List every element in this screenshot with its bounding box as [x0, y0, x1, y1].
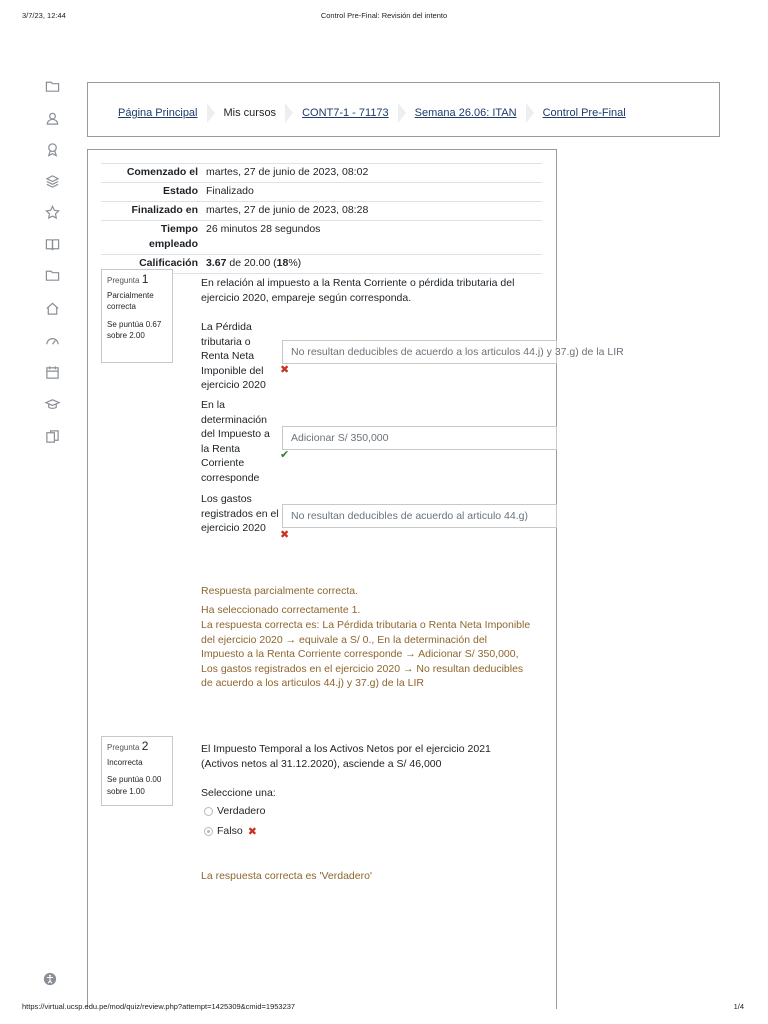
attempt-summary-table	[101, 163, 542, 274]
summary-value: martes, 27 de junio de 2023, 08:28	[206, 204, 369, 216]
breadcrumb-quiz-link[interactable]: Control Pre-Final	[542, 107, 626, 119]
match-answer-select[interactable]: No resultan deducibles de acuerdo a los articulos 44.j) y 37.g) de la LIR	[282, 340, 557, 364]
print-title: Control Pre-Final: Revisión del intento	[320, 11, 448, 20]
option-true[interactable]	[201, 801, 265, 821]
question-label: Pregunta	[107, 276, 140, 285]
copy-icon[interactable]	[40, 426, 64, 446]
summary-row-state	[101, 182, 542, 201]
breadcrumb-home-link[interactable]: Página Principal	[118, 107, 198, 119]
print-url: https://virtual.ucsp.edu.pe/mod/quiz/review.php?attempt=1425309&cmid=1953237	[22, 1002, 296, 1011]
summary-value: Finalizado	[206, 185, 254, 197]
grade-score: 3.67	[206, 257, 227, 269]
breadcrumb-separator-icon	[397, 102, 407, 124]
match-answer-select[interactable]: No resultan deducibles de acuerdo al articulo 44.g)	[282, 504, 557, 528]
breadcrumb-bar	[87, 82, 720, 137]
summary-label: Comenzado el	[126, 166, 198, 178]
summary-row-finished	[101, 201, 542, 220]
correct-icon: ✔	[280, 449, 290, 461]
match-answer-select[interactable]: Adicionar S/ 350,000	[282, 426, 557, 450]
dashboard-icon[interactable]	[40, 330, 64, 350]
folder-icon[interactable]	[40, 76, 64, 96]
question-1-feedback-selected: Ha seleccionado correctamente 1.	[201, 604, 361, 616]
question-1-info	[101, 269, 173, 363]
radio-button-checked[interactable]	[204, 827, 213, 836]
breadcrumb-separator-icon	[284, 102, 294, 124]
match-item-label: La Pérdida tributaria o Renta Neta Imponible del ejercicio 2020	[201, 321, 266, 391]
layers-icon[interactable]	[40, 171, 64, 191]
question-state: Parcialmente correcta	[107, 290, 154, 311]
question-number-value: 2	[141, 739, 149, 753]
summary-label: Calificación	[139, 257, 198, 269]
incorrect-icon: ✖	[280, 529, 290, 541]
match-item-label: Los gastos registrados en el ejercicio 2020	[201, 493, 279, 534]
summary-value	[203, 255, 542, 273]
summary-label: Tiempo empleado	[148, 223, 198, 250]
breadcrumb-separator-icon	[206, 102, 216, 124]
question-state: Incorrecta	[107, 757, 143, 767]
incorrect-icon: ✖	[280, 364, 290, 376]
question-2-info	[101, 736, 173, 806]
print-datetime: 3/7/23, 12:44	[22, 11, 66, 20]
question-number-value: 1	[141, 272, 149, 286]
graduation-cap-icon[interactable]	[40, 394, 64, 414]
question-grade: Se puntúa 0.67 sobre 2.00	[107, 319, 162, 340]
award-icon[interactable]	[40, 139, 64, 159]
question-1-feedback-title: Respuesta parcialmente correcta.	[201, 585, 358, 597]
summary-row-started	[101, 163, 542, 182]
star-icon[interactable]	[40, 202, 64, 222]
question-label: Pregunta	[107, 743, 140, 752]
question-number	[107, 274, 167, 287]
question-grade: Se puntúa 0.00 sobre 1.00	[107, 775, 162, 796]
accessibility-icon[interactable]	[43, 972, 57, 986]
user-icon[interactable]	[40, 108, 64, 128]
summary-row-time	[101, 220, 542, 254]
match-item-label: En la determinación del Impuesto a la Renta Corriente corresponde	[201, 399, 270, 484]
question-2-prompt: Seleccione una:	[201, 787, 276, 799]
grade-percent: 18	[276, 257, 289, 269]
option-label: Verdadero	[217, 805, 266, 817]
option-label: Falso	[217, 825, 243, 837]
question-2-text: El Impuesto Temporal a los Activos Netos por el ejercicio 2021 (Activos netos al 31.12.2020), asciende a S/ 46,000	[201, 743, 491, 770]
summary-label: Finalizado en	[131, 204, 198, 216]
option-false[interactable]	[201, 821, 265, 841]
question-1-text: En relación al impuesto a la Renta Corriente o pérdida tributaria del ejercicio 2020, empareje según corresponda.	[201, 277, 515, 304]
summary-value: 26 minutos 28 segundos	[206, 223, 321, 235]
folder-icon[interactable]	[40, 265, 64, 285]
incorrect-icon: ✖	[247, 825, 257, 838]
breadcrumb-my-courses: Mis cursos	[223, 107, 277, 119]
summary-label: Estado	[162, 185, 198, 197]
radio-button[interactable]	[204, 807, 213, 816]
book-icon[interactable]	[40, 234, 64, 254]
grade-total: de 20.00 (	[226, 257, 277, 269]
question-2-options	[201, 801, 265, 841]
breadcrumb-course-link[interactable]: CONT7-1 - 71173	[302, 107, 389, 119]
calendar-icon[interactable]	[40, 362, 64, 382]
print-page-number: 1/4	[733, 1002, 744, 1011]
question-1-correct-answer: La respuesta correcta es: La Pérdida tributaria o Renta Neta Imponible del ejercicio 2020 → equivale a S/ 0., En la determinación del Impuesto a la Renta Corriente corresponde → Adicionar S/ 350,000, Los gastos registrados en el ejercicio 2020 → No resultan deducibles de acuerdo a los articulos 44.j) y 37.g) de la LIR	[201, 619, 531, 689]
summary-value: martes, 27 de junio de 2023, 08:02	[206, 166, 369, 178]
breadcrumb	[118, 102, 626, 124]
breadcrumb-separator-icon	[525, 102, 535, 124]
grade-percent-sign: %)	[288, 257, 302, 269]
question-number	[107, 741, 167, 754]
question-2-feedback: La respuesta correcta es 'Verdadero'	[201, 870, 372, 882]
breadcrumb-week-link[interactable]: Semana 26.06: ITAN	[414, 107, 517, 119]
home-icon[interactable]	[40, 298, 64, 318]
